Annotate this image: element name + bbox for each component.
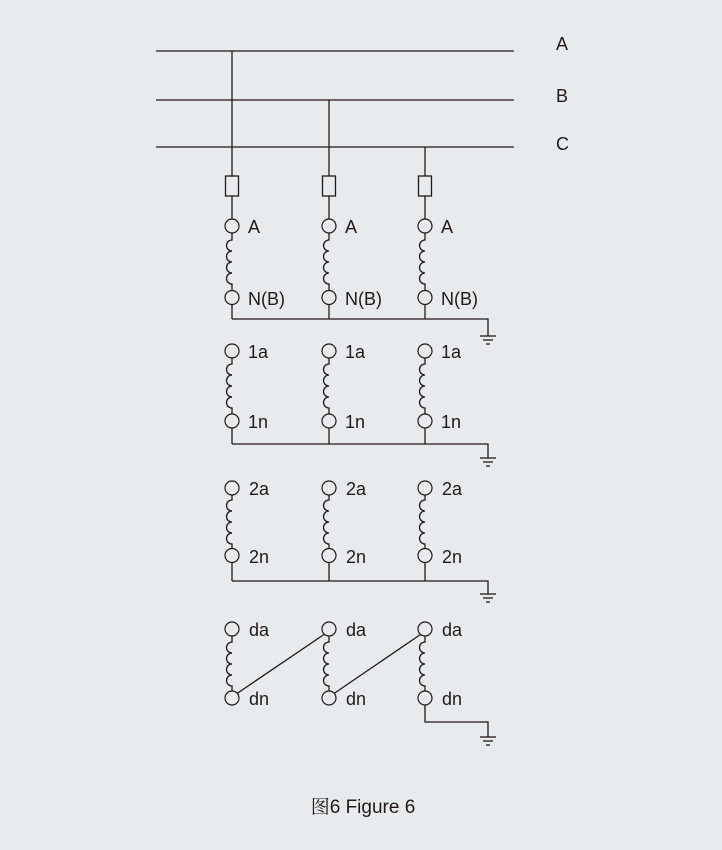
terminal-circle	[225, 219, 239, 233]
terminal-label-2n-col1: 2n	[249, 547, 270, 567]
primary-winding-row	[225, 217, 496, 344]
terminal-label-da-col3: da	[442, 620, 463, 640]
secondary-winding-1-row	[225, 342, 496, 466]
phase-busbars	[156, 34, 569, 154]
terminal-circle	[418, 549, 432, 563]
terminal-circle	[225, 481, 239, 495]
ground-symbol	[480, 594, 496, 602]
terminal-label-2a-col3: 2a	[442, 479, 463, 499]
winding-coil	[420, 233, 426, 291]
terminal-label-1n-col1: 1n	[248, 412, 269, 432]
busbar-label-c: C	[556, 134, 569, 154]
fuse-symbol	[419, 176, 432, 196]
terminal-circle	[418, 414, 432, 428]
winding-coil	[324, 233, 330, 291]
terminal-circle	[418, 622, 432, 636]
terminal-circle	[322, 291, 336, 305]
terminal-label-dn-col1: dn	[249, 689, 270, 709]
terminal-circle	[225, 291, 239, 305]
terminal-label-2n-col2: 2n	[346, 547, 367, 567]
terminal-circle	[322, 344, 336, 358]
terminal-label-dn-col2: dn	[346, 689, 367, 709]
terminal-label-1a-col2: 1a	[345, 342, 366, 362]
terminal-circle	[322, 219, 336, 233]
terminal-circle	[225, 622, 239, 636]
terminal-label-2n-col3: 2n	[442, 547, 463, 567]
winding-coil	[420, 636, 426, 691]
terminal-label-a-col3: A	[441, 217, 454, 237]
terminal-circle	[225, 344, 239, 358]
terminal-circle	[322, 549, 336, 563]
terminal-label-2a-col2: 2a	[346, 479, 367, 499]
terminal-label-a-col2: A	[345, 217, 358, 237]
secondary-winding-2-row	[225, 479, 496, 602]
delta-earth-lead	[425, 705, 488, 737]
ground-symbol	[480, 458, 496, 466]
terminal-circle	[322, 414, 336, 428]
fuse-symbol	[323, 176, 336, 196]
terminal-label-nb-col1: N(B)	[248, 289, 285, 309]
winding-coil	[227, 358, 232, 414]
winding-coil	[227, 636, 232, 691]
terminal-circle	[322, 622, 336, 636]
terminal-circle	[225, 414, 239, 428]
winding-coil	[227, 233, 232, 291]
terminal-circle	[418, 691, 432, 705]
neutral-bus	[232, 444, 488, 458]
terminal-label-nb-col3: N(B)	[441, 289, 478, 309]
terminal-label-dn-col3: dn	[442, 689, 463, 709]
winding-coil	[324, 358, 330, 414]
terminal-circle	[418, 481, 432, 495]
terminal-label-1a-col1: 1a	[248, 342, 269, 362]
fuse-symbol	[226, 176, 239, 196]
terminal-label-2a-col1: 2a	[249, 479, 270, 499]
winding-coil	[420, 358, 426, 414]
winding-coil	[227, 495, 232, 549]
ground-symbol	[480, 737, 496, 745]
terminal-label-a-col1: A	[248, 217, 261, 237]
phase-tap-column-2	[323, 100, 336, 219]
terminal-circle	[418, 291, 432, 305]
neutral-bus	[232, 319, 488, 336]
terminal-circle	[418, 344, 432, 358]
terminal-label-nb-col2: N(B)	[345, 289, 382, 309]
terminal-label-da-col2: da	[346, 620, 367, 640]
phase-tap-column-3	[419, 147, 432, 219]
terminal-label-1a-col3: 1a	[441, 342, 462, 362]
terminal-circle	[225, 549, 239, 563]
delta-link-line	[334, 635, 421, 694]
winding-coil	[324, 495, 330, 549]
figure-caption: 图6 Figure 6	[310, 797, 416, 818]
busbar-label-a: A	[556, 34, 569, 54]
phase-tap-column-1	[226, 51, 239, 219]
winding-coil	[420, 495, 426, 549]
delta-link-line	[237, 635, 324, 694]
busbar-label-b: B	[556, 86, 569, 106]
terminal-label-1n-col2: 1n	[345, 412, 366, 432]
terminal-label-1n-col3: 1n	[441, 412, 462, 432]
terminal-circle	[418, 219, 432, 233]
winding-coil	[324, 636, 330, 691]
terminal-label-da-col1: da	[249, 620, 270, 640]
terminal-circle	[322, 481, 336, 495]
open-delta-winding-row	[225, 620, 496, 745]
neutral-bus	[232, 581, 488, 594]
ground-symbol	[480, 336, 496, 344]
